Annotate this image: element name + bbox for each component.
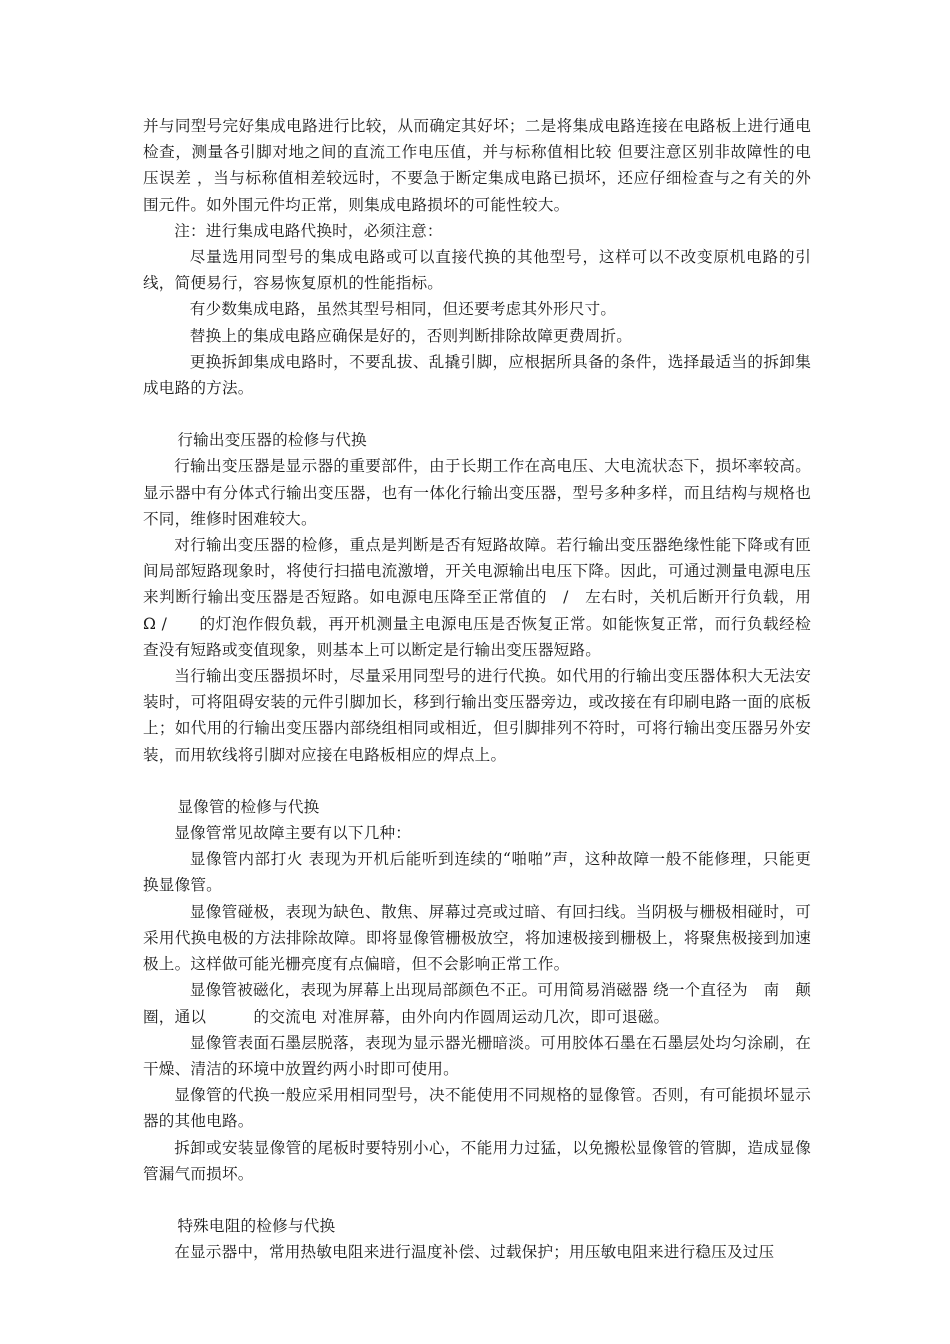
crt-fault-3: 显像管被磁化，表现为屏幕上出现局部颜色不正。可用简易消磁器 绕一个直径为 南 颠圈，通以 的交流电 对准屏幕，由外向内作圆周运动几次，即可退磁。 — [143, 981, 811, 1026]
crt-replace-paragraph: 显像管的代换一般应采用相同型号，决不能使用不同规格的显像管。否则，有可能损坏显示器的其他电路。 — [143, 1086, 811, 1131]
fbt-section-heading: 行输出变压器的检修与代换 — [177, 431, 367, 450]
ic-note-title: 注：进行集成电路代换时，必须注意： — [174, 221, 443, 240]
fbt-paragraph-3: 当行输出变压器损坏时，尽量采用同型号的进行代换。如代用的行输出变压器体积大无法安装时，可将阻碍安装的元件引脚加长，移到行输出变压器旁边，或改接在有印刷电路一面的底板上；如代用的行输出变压器内部绕组相同或相近，但引脚排列不符时，可将行输出变压器另外安装，而用软线将引脚对应接在电路板相应的焊点上。 — [143, 667, 811, 764]
ic-note-item-3: 替换上的集成电路应确保是好的，否则判断排除故障更费周折。 — [189, 326, 633, 345]
crt-intro: 显像管常见故障主要有以下几种： — [174, 824, 412, 843]
crt-section-heading: 显像管的检修与代换 — [177, 797, 320, 816]
crt-care-paragraph: 拆卸或安装显像管的尾板时要特别小心，不能用力过猛，以免搬松显像管的管脚，造成显像管漏气而损坏。 — [143, 1138, 811, 1183]
fbt-paragraph-1: 行输出变压器是显示器的重要部件，由于长期工作在高电压、大电流状态下，损坏率较高。显示器中有分体式行输出变压器，也有一体化行输出变压器，型号多种多样，而且结构与规格也不同，维修时困难较大。 — [143, 457, 811, 528]
ic-note-item-1: 尽量选用同型号的集成电路或可以直接代换的其他型号，这样可以不改变原机电路的引线，简便易行，容易恢复原机的性能指标。 — [143, 248, 811, 293]
ic-note-item-4: 更换拆卸集成电路时，不要乱拔、乱撬引脚，应根据所具备的条件，选择最适当的拆卸集成电路的方法。 — [143, 352, 811, 398]
crt-fault-4: 显像管表面石墨层脱落，表现为显示器光栅暗淡。可用胶体石墨在石墨层处均匀涂刷，在干燥、清洁的环境中放置约两小时即可使用。 — [143, 1033, 811, 1078]
ic-check-paragraph: 并与同型号完好集成电路进行比较，从而确定其好坏；二是将集成电路连接在电路板上进行通电检查，测量各引脚对地之间的直流工作电压值，并与标称值相比较 但要注意区别非故障性的电压误差 ，当与标称值相差较远时，不要急于断定集成电路已损坏，还应仔细检查与之有关的外围元件。如外围元件均正常，则集成电路损坏的可能性较大。 — [143, 117, 811, 214]
resistor-section-heading: 特殊电阻的检修与代换 — [177, 1216, 336, 1235]
crt-fault-2: 显像管碰极，表现为缺色、散焦、屏幕过亮或过暗、有回扫线。当阴极与栅极相碰时，可采用代换电极的方法排除故障。即将显像管栅极放空，将加速极接到栅极上，将聚焦极接到加速极上。这样做可能光栅亮度有点偏暗，但不会影响正常工作。 — [143, 902, 811, 974]
crt-fault-1: 显像管内部打火 表现为开机后能听到连续的“啪啪”声，这种故障一般不能修理，只能更换显像管。 — [143, 850, 811, 895]
fbt-paragraph-2: 对行输出变压器的检修，重点是判断是否有短路故障。若行输出变压器绝缘性能下降或有匝间局部短路现象时，将使行扫描电流激增，开关电源输出电压下降。因此，可通过测量电源电压来判断行输出变压器是否短路。如电源电压降至正常值的 / 左右时，关机后断开行负载，用 Ω / 的灯泡作假负载，再开机测量主电源电压是否恢复正常。如能恢复正常，而行负载经检查没有短路或变值现象，则基本上可以断定是行输出变压器短路。 — [143, 536, 843, 659]
resistor-paragraph-1: 在显示器中，常用热敏电阻来进行温度补偿、过载保护；用压敏电阻来进行稳压及过压 — [174, 1243, 775, 1262]
document-page — [143, 113, 843, 1265]
ic-note-item-2: 有少数集成电路，虽然其型号相同，但还要考虑其外形尺寸。 — [189, 300, 617, 319]
